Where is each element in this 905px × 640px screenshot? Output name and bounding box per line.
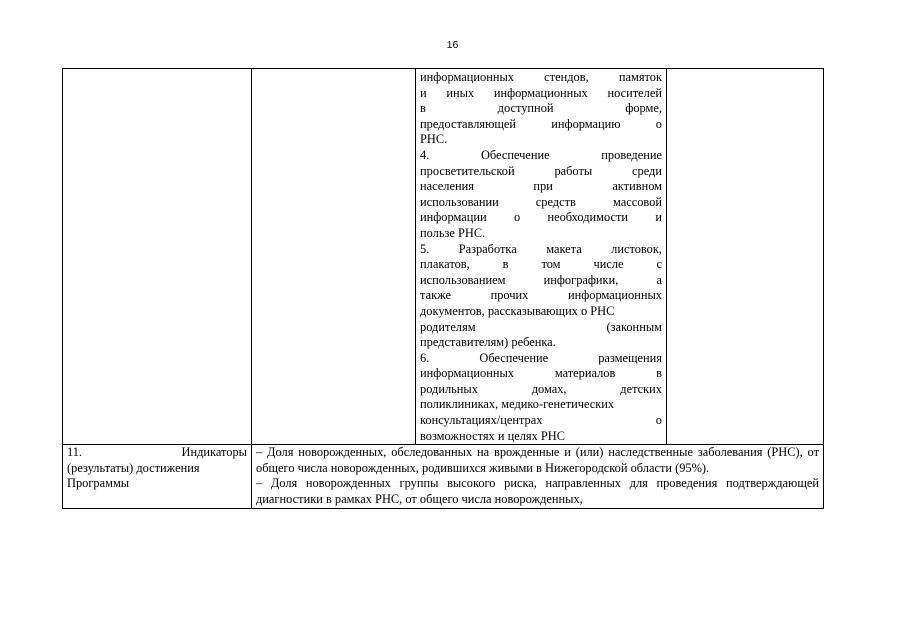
measure-line	[420, 397, 662, 413]
word: размещения	[598, 350, 662, 365]
word: среди	[632, 163, 662, 178]
word: при	[533, 179, 553, 194]
word: массовой	[612, 194, 662, 209]
word: информации	[420, 210, 487, 225]
measure-line	[420, 195, 662, 211]
word: 11.	[67, 445, 83, 460]
measure-line	[420, 382, 662, 398]
word: прочих	[490, 288, 529, 303]
measure-line	[420, 304, 662, 320]
word: с	[656, 257, 662, 272]
word: информационных	[568, 288, 662, 303]
measure-line	[420, 242, 662, 258]
word: доступной	[497, 101, 554, 116]
word: информационных	[420, 366, 514, 381]
word: активном	[612, 179, 662, 194]
word: Программы	[67, 476, 130, 491]
table-row	[63, 445, 824, 508]
measure-line	[420, 366, 662, 382]
word: в	[502, 257, 509, 272]
word: документов, рассказывающих о РНС	[420, 303, 615, 318]
word: стендов,	[544, 70, 589, 84]
word: а	[656, 272, 662, 287]
word: также	[420, 288, 451, 303]
indicator-label-line	[67, 461, 247, 477]
word: 4.	[420, 147, 430, 162]
word: 6.	[420, 350, 430, 365]
indicators-label-cell	[63, 445, 252, 508]
table-cell-empty	[252, 69, 416, 445]
measure-line	[420, 117, 662, 133]
measure-line	[420, 413, 662, 429]
measure-line	[420, 335, 662, 351]
word: родителям	[420, 319, 476, 334]
word: информационных	[420, 70, 514, 84]
word: форме,	[625, 101, 662, 116]
measure-line	[420, 288, 662, 304]
word: инфографики,	[543, 272, 619, 287]
word: работы	[554, 163, 593, 178]
word: консультациях/центрах	[420, 413, 543, 428]
word: представителям) ребенка.	[420, 335, 556, 350]
indicators-text-cell	[252, 445, 824, 508]
word: просветительской	[420, 163, 515, 178]
word: макета	[546, 241, 582, 256]
word: о	[655, 413, 662, 428]
word: в	[420, 101, 426, 116]
word: носителей	[607, 85, 662, 100]
word: населения	[420, 179, 474, 194]
measure-line	[420, 320, 662, 336]
word: Разработка	[458, 241, 517, 256]
indicator-paragraph: – Доля новорожденных группы высокого риска, направленных для проведения подтверждающей диагностики в рамках РНС, от общего числа новорожденных,	[256, 476, 819, 507]
indicator-paragraph: – Доля новорожденных, обследованных на врожденные и (или) наследственные заболевания (РНС), от общего числа новорожденных, родившихся живыми в Нижегородской области (95%).	[256, 445, 819, 475]
word: Обеспечение	[479, 350, 549, 365]
measure-line	[420, 101, 662, 117]
word: необходимости	[547, 210, 629, 225]
measure-line	[420, 86, 662, 102]
word: информацию	[551, 116, 621, 131]
measure-line	[420, 179, 662, 195]
word: иных	[446, 85, 475, 100]
word: числе	[593, 257, 624, 272]
measure-line	[420, 257, 662, 273]
measure-line	[420, 148, 662, 164]
word: РНС.	[420, 132, 448, 147]
table-row	[63, 69, 824, 445]
word: использованием	[420, 272, 506, 287]
word: плакатов,	[420, 257, 470, 272]
page-number: 16	[446, 39, 459, 51]
word: 5.	[420, 241, 430, 256]
word: Индикаторы	[181, 445, 247, 460]
program-table	[62, 68, 824, 509]
word: проведение	[601, 147, 662, 162]
indicator-label-line	[67, 476, 247, 492]
word: и	[420, 85, 427, 100]
table-cell-empty	[667, 69, 824, 445]
word: (результаты) достижения	[67, 460, 200, 475]
word: использовании	[420, 194, 499, 209]
measure-line	[420, 164, 662, 180]
word: (законным	[606, 319, 662, 334]
word: листовок,	[611, 241, 662, 256]
word: пользе РНС.	[420, 225, 486, 240]
measure-line	[420, 70, 662, 86]
word: в	[656, 366, 662, 381]
word: родильных	[420, 381, 478, 396]
measure-line	[420, 273, 662, 289]
measures-cell	[416, 69, 667, 445]
measure-line	[420, 210, 662, 226]
word: памяток	[618, 70, 662, 84]
word: о	[655, 116, 662, 131]
word: информационных	[493, 85, 588, 100]
word: предоставляющей	[420, 116, 517, 131]
measure-line	[420, 429, 662, 445]
word: домах,	[531, 381, 567, 396]
indicator-label-line	[67, 445, 247, 461]
word: поликлиниках, медико-генетических	[420, 397, 615, 412]
measure-line	[420, 132, 662, 148]
word: о	[513, 210, 521, 225]
word: материалов	[554, 366, 616, 381]
measure-line	[420, 351, 662, 367]
word: Обеспечение	[480, 147, 550, 162]
word: и	[655, 210, 662, 225]
word: возможностях и целях РНС	[420, 428, 565, 443]
word: детских	[620, 381, 662, 396]
word: том	[541, 257, 561, 272]
table-cell-empty	[63, 69, 252, 445]
word: средств	[535, 194, 576, 209]
measure-line	[420, 226, 662, 242]
